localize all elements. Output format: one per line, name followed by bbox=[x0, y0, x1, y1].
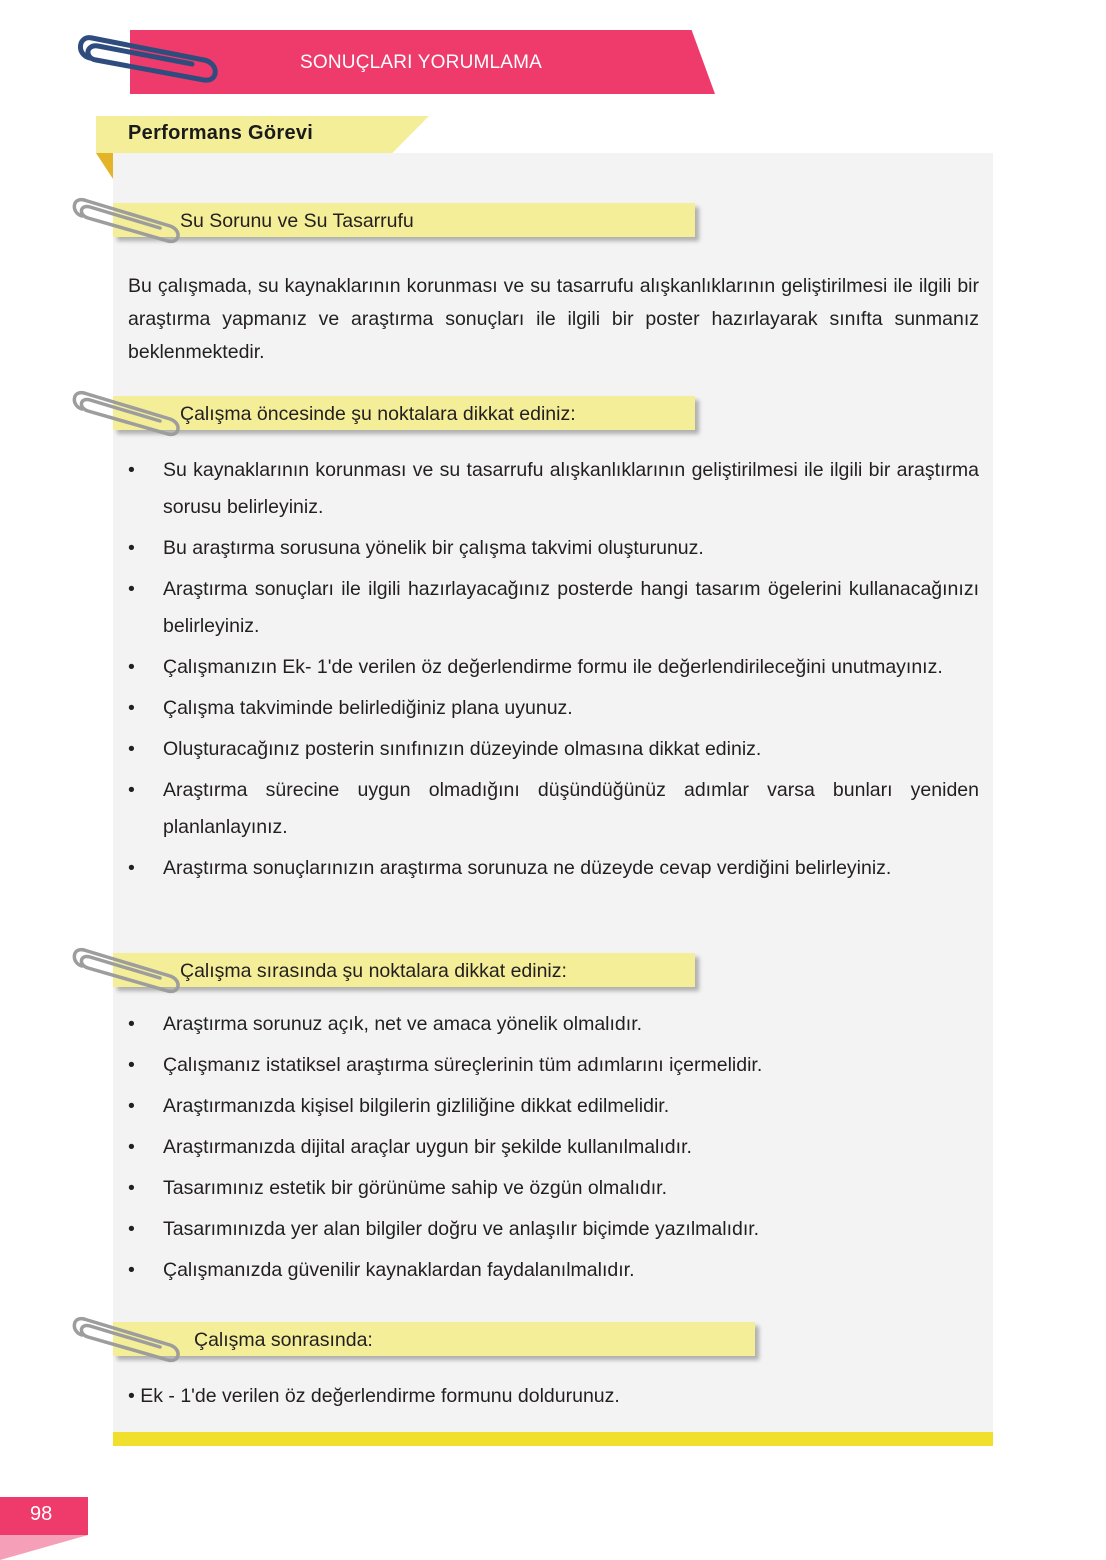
list-item bbox=[128, 1252, 979, 1289]
list-item-text: Bu araştırma sorusuna yönelik bir çalışma takvimi oluşturunuz. bbox=[163, 537, 704, 559]
list-item bbox=[128, 772, 979, 846]
list-item bbox=[128, 649, 979, 686]
list-item bbox=[128, 1006, 979, 1043]
paperclip-icon bbox=[72, 1305, 187, 1365]
topic-label: Su Sorunu ve Su Tasarrufu bbox=[180, 210, 414, 232]
after-label: Çalışma sonrasında: bbox=[194, 1329, 373, 1351]
bullet: • bbox=[128, 656, 135, 678]
paperclip-icon bbox=[72, 379, 187, 439]
page-number-wedge bbox=[0, 1535, 88, 1560]
during-label: Çalışma sırasında şu noktalara dikkat ediniz: bbox=[180, 960, 567, 982]
bullet: • bbox=[128, 779, 135, 801]
list-item-text: Oluşturacağınız posterin sınıfınızın düzeyinde olmasına dikkat ediniz. bbox=[163, 738, 762, 760]
bullet: • bbox=[128, 1136, 135, 1158]
list-item bbox=[128, 1170, 979, 1207]
list-item-text: Araştırma sürecine uygun olmadığını düşündüğünüz adımlar varsa bunları yeniden planlanlayınız. bbox=[163, 779, 979, 838]
page-number: 98 bbox=[30, 1503, 53, 1525]
paperclip-icon bbox=[72, 936, 187, 996]
paperclip-icon bbox=[74, 20, 224, 90]
list-item-text: Çalışma takviminde belirlediğiniz plana uyunuz. bbox=[163, 697, 573, 719]
list-item-text: Araştırmanızda dijital araçlar uygun bir şekilde kullanılmalıdır. bbox=[163, 1136, 692, 1158]
intro-paragraph: Bu çalışmada, su kaynaklarının korunması ve su tasarrufu alışkanlıklarının geliştirilmesi ile ilgili bir araştırma yapmanız ve araştırma sonuçları ile ilgili bir poster hazırlayarak sınıfta sunmanız beklenmektedir. bbox=[128, 275, 979, 363]
bullet: • bbox=[128, 1218, 135, 1240]
after-item: • Ek - 1'de verilen öz değerlendirme formunu doldurunuz. bbox=[128, 1385, 620, 1407]
before-list bbox=[128, 452, 979, 891]
list-item-text: Araştırmanızda kişisel bilgilerin gizliliğine dikkat edilmelidir. bbox=[163, 1095, 670, 1117]
list-item-text: Araştırma sorunuz açık, net ve amaca yönelik olmalıdır. bbox=[163, 1013, 643, 1035]
list-item-text: Tasarımınız estetik bir görünüme sahip ve özgün olmalıdır. bbox=[163, 1177, 667, 1199]
list-item bbox=[128, 571, 979, 645]
list-item-text: Araştırma sonuçlarınızın araştırma sorunuza ne düzeyde cevap verdiğini belirleyiniz. bbox=[163, 857, 892, 879]
performance-title: Performans Görevi bbox=[128, 122, 314, 144]
bullet: • bbox=[128, 697, 135, 719]
bullet: • bbox=[128, 1259, 135, 1281]
bullet: • bbox=[128, 1054, 135, 1076]
bullet: • bbox=[128, 1177, 135, 1199]
panel-bottom-bar bbox=[113, 1432, 993, 1446]
list-item-text: Araştırma sonuçları ile ilgili hazırlayacağınız posterde hangi tasarım ögelerini kullanacağınızı belirleyiniz. bbox=[163, 578, 979, 637]
list-item bbox=[128, 530, 979, 567]
section-title: SONUÇLARI YORUMLAMA bbox=[300, 52, 543, 73]
bullet: • bbox=[128, 459, 135, 481]
list-item bbox=[128, 850, 979, 887]
before-label: Çalışma öncesinde şu noktalara dikkat ediniz: bbox=[180, 403, 576, 425]
performance-tab-fold bbox=[96, 153, 113, 179]
bullet: • bbox=[128, 857, 135, 879]
list-item-text: Tasarımınızda yer alan bilgiler doğru ve anlaşılır biçimde yazılmalıdır. bbox=[163, 1218, 760, 1240]
list-item-text: Çalışmanızın Ek- 1'de verilen öz değerlendirme formu ile değerlendirileceğini unutmayınız. bbox=[163, 656, 943, 678]
bullet: • bbox=[128, 537, 135, 559]
bullet: • bbox=[128, 1013, 135, 1035]
list-item-text: Su kaynaklarının korunması ve su tasarrufu alışkanlıklarının geliştirilmesi ile ilgili bir araştırma sorusu belirleyiniz. bbox=[163, 459, 979, 518]
bullet: • bbox=[128, 738, 135, 760]
list-item bbox=[128, 1088, 979, 1125]
bullet: • bbox=[128, 1095, 135, 1117]
paperclip-icon bbox=[72, 186, 187, 246]
bullet: • bbox=[128, 578, 135, 600]
list-item-text: Çalışmanız istatiksel araştırma süreçlerinin tüm adımlarını içermelidir. bbox=[163, 1054, 763, 1076]
list-item-text: Çalışmanızda güvenilir kaynaklardan faydalanılmalıdır. bbox=[163, 1259, 635, 1281]
list-item bbox=[128, 1211, 979, 1248]
list-item bbox=[128, 1047, 979, 1084]
list-item bbox=[128, 1129, 979, 1166]
list-item bbox=[128, 452, 979, 526]
list-item bbox=[128, 690, 979, 727]
list-item bbox=[128, 731, 979, 768]
during-list bbox=[128, 1006, 979, 1293]
